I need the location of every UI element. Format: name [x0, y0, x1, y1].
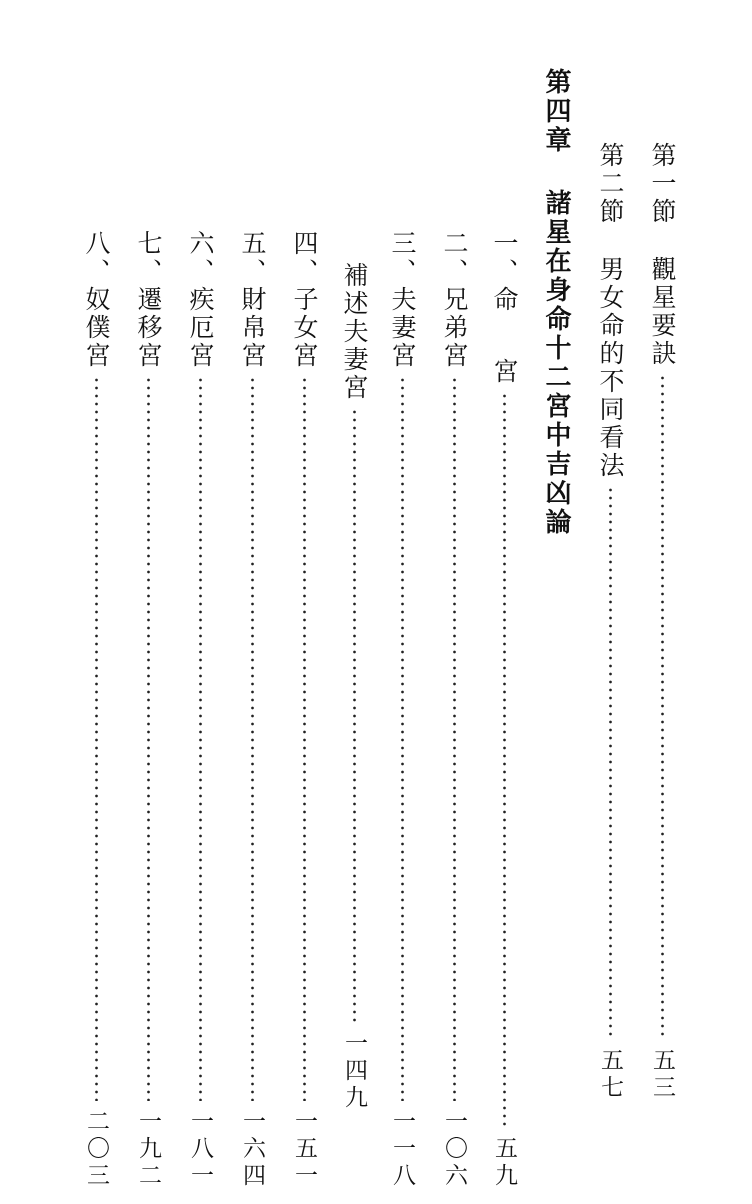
- entry-number: 二、: [440, 230, 469, 286]
- dot-leader: [303, 376, 306, 1101]
- toc-entry-1[interactable]: [484, 230, 524, 1190]
- section-number: 第一節: [648, 142, 677, 226]
- entry-title: 子女宮: [290, 286, 319, 370]
- entry-title: 疾厄宮: [186, 286, 215, 370]
- entry-title: 補述夫妻宮: [340, 262, 369, 402]
- toc-entry-section-2[interactable]: [590, 142, 630, 1102]
- dot-leader: [199, 376, 202, 1101]
- dot-leader: [353, 408, 356, 1023]
- entry-number: 七、: [134, 230, 163, 286]
- entry-title: 兄弟宮: [440, 286, 469, 370]
- page-number: 一一八: [389, 1109, 415, 1190]
- page-number: 一〇六: [441, 1109, 467, 1190]
- toc-entry-6[interactable]: [180, 230, 220, 1190]
- entry-title: 命: [490, 286, 519, 314]
- dot-leader: [453, 376, 456, 1101]
- page-number: 五九: [491, 1136, 517, 1190]
- dot-leader: [661, 374, 664, 1040]
- page-number: 一四九: [341, 1031, 367, 1112]
- entry-number: 八、: [82, 230, 111, 286]
- toc-entry-2[interactable]: [434, 230, 474, 1190]
- chapter-title: 諸星在身命十二宮中吉凶論: [541, 189, 571, 537]
- toc-entry-8[interactable]: [76, 230, 116, 1190]
- section-title: 男女命的不同看法: [596, 256, 625, 480]
- entry-number: 五、: [238, 230, 267, 286]
- entry-number: 一、: [490, 230, 519, 286]
- dot-leader: [147, 376, 150, 1101]
- chapter-number: 第四章: [541, 68, 571, 155]
- toc-entry-5[interactable]: [232, 230, 272, 1190]
- toc-entry-section-1[interactable]: [642, 142, 682, 1102]
- entry-title: 夫妻宮: [388, 286, 417, 370]
- section-title: 觀星要訣: [648, 256, 677, 368]
- page-number: 一五一: [291, 1109, 317, 1190]
- entry-number: 六、: [186, 230, 215, 286]
- entry-title: 財帛宮: [238, 286, 267, 370]
- dot-leader: [251, 376, 254, 1101]
- toc-entry-4[interactable]: [284, 230, 324, 1190]
- dot-leader: [609, 486, 612, 1040]
- toc-entry-7[interactable]: [128, 230, 168, 1190]
- entry-title: 奴僕宮: [82, 286, 111, 370]
- toc-entry-supplement[interactable]: [334, 262, 374, 1112]
- page-number: 一九二: [135, 1109, 161, 1190]
- section-number: 第二節: [596, 142, 625, 226]
- page-number: 五七: [597, 1048, 623, 1102]
- chapter-heading: [536, 68, 576, 1028]
- page-number: 一六四: [239, 1109, 265, 1190]
- entry-number: 三、: [388, 230, 417, 286]
- entry-number: 四、: [290, 230, 319, 286]
- page-number: 五三: [649, 1048, 675, 1102]
- entry-title: 遷移宮: [134, 286, 163, 370]
- entry-title-2: 宮: [490, 358, 519, 386]
- dot-leader: [95, 376, 98, 1101]
- page-number: 一八一: [187, 1109, 213, 1190]
- dot-leader: [503, 392, 506, 1128]
- page-number: 二〇三: [83, 1109, 109, 1190]
- dot-leader: [401, 376, 404, 1101]
- toc-entry-3[interactable]: [382, 230, 422, 1190]
